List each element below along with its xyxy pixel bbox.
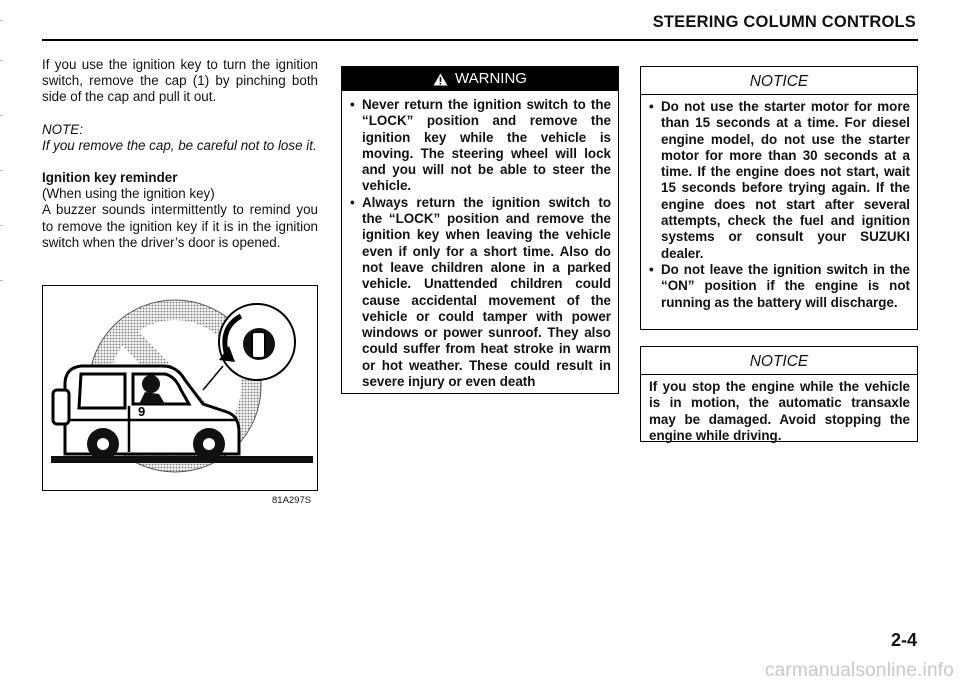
ignition-cap-paragraph: If you use the ignition key to turn the ignition switch, remove the cap (1) by pinching both side of the cap and pull it out. xyxy=(42,57,318,105)
reminder-subheading: (When using the ignition key) xyxy=(42,186,215,202)
page-number: 2-4 xyxy=(890,630,917,650)
watermark: carmanualsonline.info xyxy=(764,660,954,681)
notice-title: NOTICE xyxy=(641,350,917,375)
figure-code: 81A297S xyxy=(272,495,312,506)
left-column xyxy=(42,57,318,251)
note-text: If you remove the cap, be careful not to lose it. xyxy=(42,137,317,153)
notice-box-starter xyxy=(640,66,918,330)
warning-title: WARNING xyxy=(455,70,527,87)
notice-item: • Do not leave the ignition switch in the “ON” position if the engine is not running as the battery will discharge. xyxy=(649,262,910,311)
header-rule xyxy=(42,39,918,41)
notice-item: • Do not use the starter motor for more than 15 seconds at a time. For diesel engine model, do not use the starter motor for more than 30 seconds at a time. If the engine does not start, wait 15 seconds before trying again. If the engine does not start after several attempts, check the fuel and ignition systems or consult your SUZUKI dealer. xyxy=(649,99,910,262)
reminder-text: A buzzer sounds intermittently to remind you to remove the ignition key if it is in the ignition switch when the driver’s door is opened. xyxy=(42,202,318,250)
notice-title: NOTICE xyxy=(641,70,917,95)
warning-item: • Never return the ignition switch to the “LOCK” position and remove the ignition key while the vehicle is moving. The steering wheel will lock and you will not be able to steer the vehicle. xyxy=(350,97,611,195)
margin-marks xyxy=(0,20,3,320)
warning-item: • Always return the ignition switch to the “LOCK” position and remove the ignition key when leaving the vehicle even if only for a short time. Also do not leave children alone in a parked vehicle. Unattended children could cause accidental movement of the vehicle or could tamper with power windows or power sunroof. They also could suffer from heat stroke in warm or hot weather. These could result in severe injury or even death xyxy=(350,195,611,391)
no-children-figure xyxy=(42,285,318,491)
warning-triangle-icon xyxy=(433,73,448,86)
warning-box xyxy=(341,66,619,394)
notice-text: If you stop the engine while the vehicle is in motion, the automatic transaxle may be damaged. Avoid stopping the engine while driving. xyxy=(649,379,910,443)
svg-text:9: 9 xyxy=(138,404,146,419)
no-children-in-car-illustration xyxy=(43,286,317,490)
notice-box-engine-stop xyxy=(640,346,918,442)
reminder-heading: Ignition key reminder xyxy=(42,170,178,186)
page-title: STEERING COLUMN CONTROLS xyxy=(652,13,916,31)
warning-header xyxy=(342,67,618,91)
note-label: NOTE: xyxy=(42,121,83,137)
